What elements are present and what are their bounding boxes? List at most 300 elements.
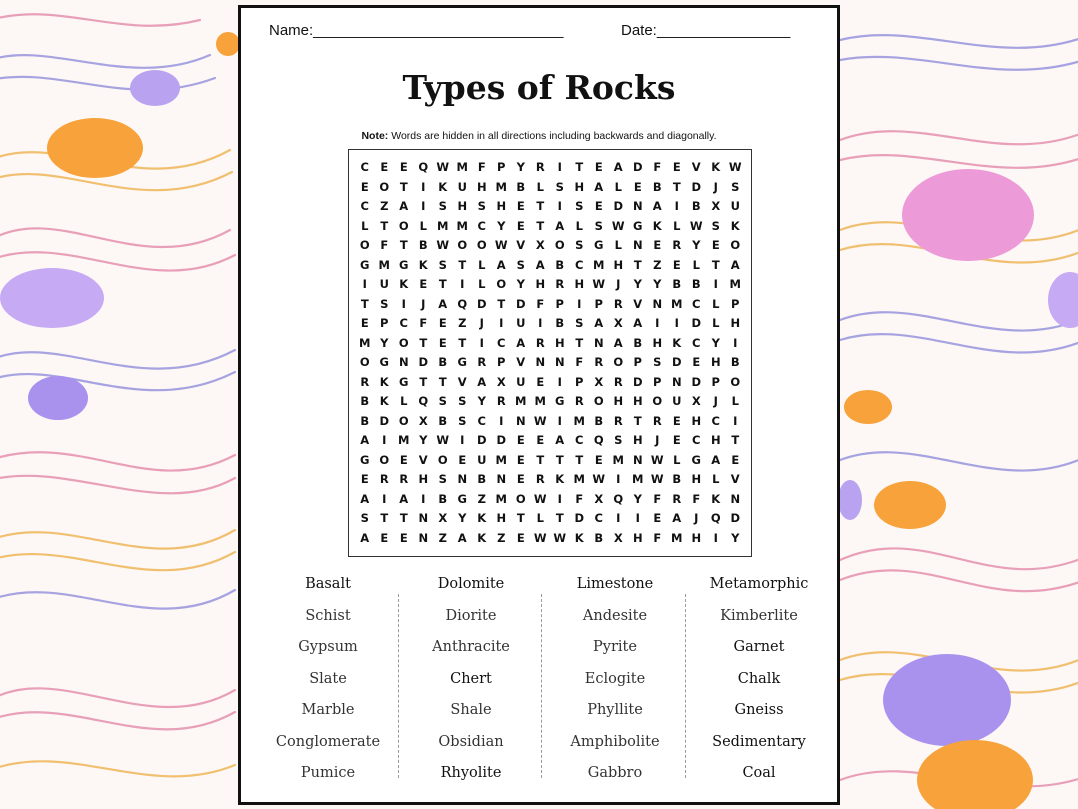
grid-letter[interactable]: C — [692, 335, 701, 350]
grid-letter[interactable]: R — [535, 472, 545, 486]
word-search-grid[interactable] — [348, 149, 752, 557]
grid-letter[interactable]: O — [730, 374, 741, 389]
grid-letter[interactable]: O — [437, 452, 448, 467]
grid-letter[interactable]: A — [457, 530, 467, 545]
grid-letter[interactable]: F — [575, 355, 584, 369]
grid-letter[interactable]: O — [496, 277, 507, 291]
grid-letter[interactable]: J — [655, 433, 660, 447]
grid-letter[interactable]: Y — [477, 394, 486, 408]
grid-letter[interactable]: N — [593, 335, 604, 350]
grid-letter[interactable]: A — [594, 316, 604, 330]
grid-letter[interactable]: P — [594, 296, 603, 311]
grid-letter[interactable]: E — [672, 413, 681, 428]
grid-letter[interactable]: W — [533, 413, 547, 428]
grid-letter[interactable]: A — [730, 257, 740, 272]
grid-letter[interactable]: E — [536, 433, 545, 447]
grid-letter[interactable]: K — [711, 491, 721, 506]
grid-letter[interactable]: W — [689, 218, 703, 233]
grid-letter[interactable]: J — [713, 394, 718, 408]
grid-letter[interactable]: I — [557, 491, 562, 506]
grid-letter[interactable]: I — [655, 316, 660, 330]
grid-letter[interactable]: O — [359, 238, 370, 252]
grid-letter[interactable]: T — [575, 452, 584, 467]
grid-letter[interactable]: U — [516, 374, 526, 389]
grid-letter[interactable]: C — [477, 218, 486, 233]
grid-letter[interactable]: N — [418, 530, 429, 545]
grid-letter[interactable]: E — [516, 218, 525, 233]
grid-letter[interactable]: C — [711, 413, 720, 428]
grid-letter[interactable]: A — [613, 160, 623, 174]
grid-letter[interactable]: A — [516, 335, 526, 350]
grid-letter[interactable]: D — [515, 296, 526, 311]
grid-letter[interactable]: H — [496, 199, 507, 213]
grid-letter[interactable]: O — [593, 394, 604, 408]
grid-letter[interactable]: E — [653, 238, 662, 252]
grid-letter[interactable]: D — [632, 374, 643, 389]
grid-letter[interactable]: W — [728, 160, 742, 174]
grid-letter[interactable]: O — [515, 491, 526, 506]
grid-letter[interactable]: Q — [593, 433, 604, 447]
grid-letter[interactable]: D — [574, 511, 585, 525]
grid-letter[interactable]: E — [438, 316, 447, 330]
grid-letter[interactable]: R — [477, 355, 487, 369]
grid-letter[interactable]: D — [691, 316, 702, 330]
grid-letter[interactable]: B — [672, 277, 682, 291]
grid-letter[interactable]: M — [495, 491, 507, 506]
grid-letter[interactable]: M — [456, 160, 468, 174]
grid-letter[interactable]: F — [380, 238, 389, 252]
grid-letter[interactable]: I — [733, 413, 738, 428]
grid-letter[interactable]: X — [535, 238, 545, 252]
grid-letter[interactable]: T — [399, 238, 408, 252]
grid-letter[interactable]: V — [691, 160, 701, 174]
grid-letter[interactable]: L — [361, 218, 369, 233]
grid-letter[interactable]: I — [499, 316, 504, 330]
grid-letter[interactable]: B — [652, 179, 662, 194]
grid-letter[interactable]: Y — [497, 218, 506, 233]
grid-letter[interactable]: K — [418, 257, 428, 272]
grid-letter[interactable]: M — [456, 218, 468, 233]
grid-letter[interactable]: J — [713, 179, 718, 194]
grid-letter[interactable]: W — [436, 160, 450, 174]
grid-letter[interactable]: N — [730, 491, 741, 506]
grid-letter[interactable]: N — [632, 452, 643, 467]
grid-letter[interactable]: S — [575, 199, 584, 213]
grid-letter[interactable]: Z — [458, 316, 467, 330]
grid-letter[interactable]: S — [516, 257, 525, 272]
grid-letter[interactable]: E — [516, 452, 525, 467]
grid-letter[interactable]: O — [379, 179, 390, 194]
grid-letter[interactable]: I — [479, 335, 484, 350]
grid-letter[interactable]: T — [536, 199, 545, 213]
grid-letter[interactable]: Z — [438, 530, 447, 545]
grid-letter[interactable]: B — [438, 355, 448, 369]
grid-letter[interactable]: M — [671, 296, 683, 311]
grid-letter[interactable]: H — [632, 433, 643, 447]
grid-letter[interactable]: P — [380, 316, 389, 330]
grid-letter[interactable]: H — [554, 335, 565, 350]
grid-letter[interactable]: N — [496, 472, 507, 486]
grid-letter[interactable]: F — [653, 530, 662, 545]
grid-letter[interactable]: E — [419, 277, 428, 291]
grid-letter[interactable]: O — [457, 238, 468, 252]
grid-letter[interactable]: R — [535, 160, 545, 174]
grid-letter[interactable]: I — [421, 199, 426, 213]
grid-letter[interactable]: D — [379, 413, 390, 428]
grid-letter[interactable]: G — [360, 452, 370, 467]
grid-letter[interactable]: B — [672, 472, 682, 486]
grid-letter[interactable]: E — [399, 160, 408, 174]
grid-letter[interactable]: Y — [711, 335, 720, 350]
grid-letter[interactable]: D — [476, 296, 487, 311]
grid-letter[interactable]: H — [457, 199, 468, 213]
grid-letter[interactable]: I — [382, 433, 387, 447]
grid-letter[interactable]: V — [730, 472, 740, 486]
grid-letter[interactable]: U — [516, 316, 526, 330]
grid-letter[interactable]: R — [496, 394, 506, 408]
grid-letter[interactable]: O — [476, 238, 487, 252]
grid-letter[interactable]: K — [438, 179, 448, 194]
grid-letter[interactable]: I — [557, 374, 562, 389]
grid-letter[interactable]: S — [731, 179, 740, 194]
grid-letter[interactable]: T — [575, 160, 584, 174]
grid-letter[interactable]: C — [575, 257, 584, 272]
grid-letter[interactable]: Y — [633, 277, 642, 291]
grid-letter[interactable]: T — [380, 218, 389, 233]
grid-letter[interactable]: M — [515, 394, 527, 408]
grid-letter[interactable]: T — [633, 413, 642, 428]
grid-letter[interactable]: B — [438, 413, 448, 428]
grid-letter[interactable]: O — [652, 394, 663, 408]
grid-letter[interactable]: E — [672, 257, 681, 272]
grid-letter[interactable]: N — [418, 511, 429, 525]
grid-letter[interactable]: A — [360, 530, 370, 545]
grid-letter[interactable]: T — [399, 179, 408, 194]
grid-letter[interactable]: C — [497, 335, 506, 350]
grid-letter[interactable]: D — [671, 355, 682, 369]
grid-letter[interactable]: T — [633, 257, 642, 272]
grid-letter[interactable]: E — [360, 472, 369, 486]
grid-letter[interactable]: B — [516, 179, 526, 194]
grid-letter[interactable]: F — [477, 160, 486, 174]
grid-letter[interactable]: O — [398, 335, 409, 350]
grid-letter[interactable]: V — [633, 296, 643, 311]
grid-letter[interactable]: L — [673, 452, 681, 467]
grid-letter[interactable]: V — [516, 238, 526, 252]
grid-letter[interactable]: P — [555, 296, 564, 311]
grid-letter[interactable]: H — [691, 472, 702, 486]
grid-letter[interactable]: H — [574, 179, 585, 194]
grid-letter[interactable]: M — [437, 218, 449, 233]
grid-letter[interactable]: D — [691, 179, 702, 194]
grid-letter[interactable]: T — [438, 374, 447, 389]
grid-letter[interactable]: L — [712, 316, 720, 330]
grid-letter[interactable]: O — [398, 413, 409, 428]
grid-letter[interactable]: K — [477, 530, 487, 545]
grid-letter[interactable]: H — [496, 511, 507, 525]
grid-letter[interactable]: I — [577, 296, 582, 311]
grid-letter[interactable]: Z — [380, 199, 389, 213]
grid-letter[interactable]: B — [633, 335, 643, 350]
grid-letter[interactable]: T — [360, 296, 369, 311]
grid-letter[interactable]: T — [731, 433, 740, 447]
grid-letter[interactable]: C — [692, 296, 701, 311]
grid-letter[interactable]: M — [729, 277, 741, 291]
grid-letter[interactable]: T — [536, 452, 545, 467]
grid-letter[interactable]: M — [378, 257, 390, 272]
grid-letter[interactable]: E — [653, 511, 662, 525]
grid-letter[interactable]: Y — [633, 491, 642, 506]
grid-letter[interactable]: V — [457, 374, 467, 389]
grid-letter[interactable]: L — [731, 394, 739, 408]
grid-letter[interactable]: T — [711, 257, 720, 272]
grid-letter[interactable]: W — [533, 530, 547, 545]
grid-letter[interactable]: S — [458, 394, 467, 408]
grid-letter[interactable]: J — [479, 316, 484, 330]
grid-letter[interactable]: A — [672, 511, 682, 525]
grid-letter[interactable]: W — [592, 277, 606, 291]
grid-letter[interactable]: E — [594, 199, 603, 213]
grid-letter[interactable]: P — [731, 296, 740, 311]
grid-letter[interactable]: T — [419, 335, 428, 350]
grid-letter[interactable]: I — [557, 199, 562, 213]
grid-letter[interactable]: D — [496, 433, 507, 447]
grid-letter[interactable]: N — [398, 355, 409, 369]
grid-letter[interactable]: W — [533, 491, 547, 506]
grid-letter[interactable]: P — [497, 355, 506, 369]
grid-letter[interactable]: B — [477, 472, 487, 486]
grid-letter[interactable]: N — [652, 296, 663, 311]
grid-letter[interactable]: M — [398, 433, 410, 447]
grid-letter[interactable]: I — [362, 277, 367, 291]
grid-letter[interactable]: N — [515, 413, 526, 428]
grid-letter[interactable]: I — [401, 296, 406, 311]
grid-letter[interactable]: E — [438, 335, 447, 350]
grid-letter[interactable]: E — [692, 355, 701, 369]
grid-letter[interactable]: A — [399, 491, 409, 506]
grid-letter[interactable]: H — [652, 335, 663, 350]
grid-letter[interactable]: F — [575, 491, 584, 506]
grid-letter[interactable]: X — [418, 413, 428, 428]
grid-letter[interactable]: M — [534, 394, 546, 408]
grid-letter[interactable]: C — [360, 160, 369, 174]
grid-letter[interactable]: W — [553, 530, 567, 545]
grid-letter[interactable]: T — [497, 296, 506, 311]
grid-letter[interactable]: M — [495, 452, 507, 467]
grid-letter[interactable]: G — [555, 394, 565, 408]
grid-letter[interactable]: U — [672, 394, 682, 408]
grid-letter[interactable]: T — [555, 511, 564, 525]
grid-letter[interactable]: T — [672, 179, 681, 194]
grid-letter[interactable]: H — [710, 433, 721, 447]
grid-letter[interactable]: E — [360, 316, 369, 330]
grid-letter[interactable]: A — [594, 179, 604, 194]
grid-letter[interactable]: G — [594, 238, 604, 252]
grid-letter[interactable]: I — [616, 472, 621, 486]
grid-letter[interactable]: J — [421, 296, 426, 311]
grid-letter[interactable]: Y — [692, 238, 701, 252]
grid-letter[interactable]: B — [691, 199, 701, 213]
grid-letter[interactable]: Y — [380, 335, 389, 350]
grid-letter[interactable]: A — [633, 316, 643, 330]
grid-letter[interactable]: X — [691, 394, 701, 408]
grid-letter[interactable]: I — [616, 511, 621, 525]
grid-letter[interactable]: U — [477, 452, 487, 467]
grid-letter[interactable]: I — [421, 491, 426, 506]
grid-letter[interactable]: I — [460, 277, 465, 291]
date-field[interactable]: Date:________________ — [621, 22, 791, 39]
grid-letter[interactable]: S — [653, 355, 662, 369]
grid-letter[interactable]: W — [611, 218, 625, 233]
grid-letter[interactable]: K — [399, 277, 409, 291]
grid-letter[interactable]: Z — [653, 257, 662, 272]
grid-letter[interactable]: T — [575, 335, 584, 350]
grid-letter[interactable]: W — [650, 452, 664, 467]
grid-letter[interactable]: L — [614, 238, 622, 252]
grid-letter[interactable]: R — [360, 374, 370, 389]
grid-letter[interactable]: O — [379, 452, 390, 467]
grid-letter[interactable]: X — [613, 530, 623, 545]
grid-letter[interactable]: I — [713, 277, 718, 291]
grid-letter[interactable]: A — [652, 199, 662, 213]
grid-letter[interactable]: A — [535, 257, 545, 272]
grid-letter[interactable]: I — [460, 433, 465, 447]
grid-letter[interactable]: D — [632, 160, 643, 174]
grid-letter[interactable]: G — [360, 257, 370, 272]
grid-letter[interactable]: I — [421, 179, 426, 194]
grid-letter[interactable]: K — [555, 472, 565, 486]
grid-letter[interactable]: R — [399, 472, 409, 486]
grid-letter[interactable]: M — [612, 452, 624, 467]
grid-letter[interactable]: R — [594, 355, 604, 369]
grid-letter[interactable]: X — [594, 374, 604, 389]
grid-letter[interactable]: Y — [516, 160, 525, 174]
grid-letter[interactable]: S — [575, 238, 584, 252]
grid-letter[interactable]: W — [494, 238, 508, 252]
name-field[interactable]: Name:______________________________ — [269, 22, 564, 39]
grid-letter[interactable]: I — [557, 160, 562, 174]
grid-letter[interactable]: S — [438, 472, 447, 486]
grid-letter[interactable]: G — [379, 355, 389, 369]
grid-letter[interactable]: B — [730, 355, 740, 369]
grid-letter[interactable]: J — [694, 511, 699, 525]
grid-letter[interactable]: D — [730, 511, 741, 525]
grid-letter[interactable]: G — [691, 452, 701, 467]
grid-letter[interactable]: S — [555, 179, 564, 194]
grid-letter[interactable]: A — [399, 199, 409, 213]
grid-letter[interactable]: Q — [457, 296, 468, 311]
grid-letter[interactable]: M — [671, 530, 683, 545]
grid-letter[interactable]: Y — [419, 433, 428, 447]
grid-letter[interactable]: O — [613, 355, 624, 369]
grid-letter[interactable]: P — [653, 374, 662, 389]
grid-letter[interactable]: A — [360, 433, 370, 447]
grid-letter[interactable]: S — [360, 511, 369, 525]
grid-letter[interactable]: E — [633, 179, 642, 194]
grid-letter[interactable]: Z — [477, 491, 486, 506]
grid-letter[interactable]: O — [398, 218, 409, 233]
grid-letter[interactable]: R — [613, 296, 623, 311]
grid-letter[interactable]: I — [674, 199, 679, 213]
grid-letter[interactable]: A — [438, 296, 448, 311]
grid-letter[interactable]: T — [438, 277, 447, 291]
grid-letter[interactable]: A — [613, 335, 623, 350]
grid-letter[interactable]: R — [672, 491, 682, 506]
grid-letter[interactable]: B — [360, 394, 370, 408]
grid-letter[interactable]: D — [476, 433, 487, 447]
grid-letter[interactable]: H — [613, 257, 624, 272]
grid-letter[interactable]: A — [555, 433, 565, 447]
grid-letter[interactable]: H — [632, 394, 643, 408]
grid-letter[interactable]: Y — [458, 511, 467, 525]
grid-letter[interactable]: G — [457, 491, 467, 506]
grid-letter[interactable]: E — [536, 374, 545, 389]
grid-letter[interactable]: R — [379, 472, 389, 486]
grid-letter[interactable]: I — [499, 413, 504, 428]
grid-letter[interactable]: K — [711, 160, 721, 174]
grid-letter[interactable]: L — [692, 257, 700, 272]
grid-letter[interactable]: K — [652, 218, 662, 233]
grid-letter[interactable]: K — [379, 374, 389, 389]
grid-letter[interactable]: I — [713, 530, 718, 545]
grid-letter[interactable]: Q — [418, 160, 429, 174]
grid-letter[interactable]: Q — [613, 491, 624, 506]
grid-letter[interactable]: A — [496, 257, 506, 272]
grid-letter[interactable]: L — [575, 218, 583, 233]
grid-letter[interactable]: D — [691, 374, 702, 389]
grid-letter[interactable]: B — [555, 257, 565, 272]
grid-letter[interactable]: S — [594, 218, 603, 233]
grid-letter[interactable]: E — [399, 452, 408, 467]
grid-letter[interactable]: B — [360, 413, 370, 428]
grid-letter[interactable]: H — [613, 394, 624, 408]
grid-letter[interactable]: P — [575, 374, 584, 389]
grid-letter[interactable]: Y — [516, 277, 525, 291]
grid-letter[interactable]: K — [672, 335, 682, 350]
grid-letter[interactable]: U — [379, 277, 389, 291]
grid-letter[interactable]: R — [574, 394, 584, 408]
grid-letter[interactable]: C — [594, 511, 603, 525]
grid-letter[interactable]: H — [710, 355, 721, 369]
grid-letter[interactable]: I — [733, 335, 738, 350]
grid-letter[interactable]: D — [418, 355, 429, 369]
grid-letter[interactable]: E — [516, 433, 525, 447]
grid-letter[interactable]: S — [458, 413, 467, 428]
grid-letter[interactable]: A — [477, 374, 487, 389]
grid-letter[interactable]: X — [711, 199, 721, 213]
grid-letter[interactable]: W — [436, 238, 450, 252]
grid-letter[interactable]: N — [671, 374, 682, 389]
grid-letter[interactable]: E — [711, 238, 720, 252]
grid-letter[interactable]: X — [438, 511, 448, 525]
grid-letter[interactable]: E — [672, 160, 681, 174]
grid-letter[interactable]: T — [536, 218, 545, 233]
grid-letter[interactable]: L — [478, 277, 486, 291]
grid-letter[interactable]: N — [632, 238, 643, 252]
grid-letter[interactable]: X — [496, 374, 506, 389]
grid-letter[interactable]: E — [516, 472, 525, 486]
grid-letter[interactable]: R — [555, 277, 565, 291]
grid-letter[interactable]: U — [730, 199, 740, 213]
grid-letter[interactable]: I — [674, 316, 679, 330]
grid-letter[interactable]: P — [711, 374, 720, 389]
grid-letter[interactable]: S — [438, 394, 447, 408]
grid-letter[interactable]: I — [635, 511, 640, 525]
grid-letter[interactable]: C — [360, 199, 369, 213]
grid-letter[interactable]: M — [573, 413, 585, 428]
grid-letter[interactable]: G — [633, 218, 643, 233]
grid-letter[interactable]: M — [495, 179, 507, 194]
